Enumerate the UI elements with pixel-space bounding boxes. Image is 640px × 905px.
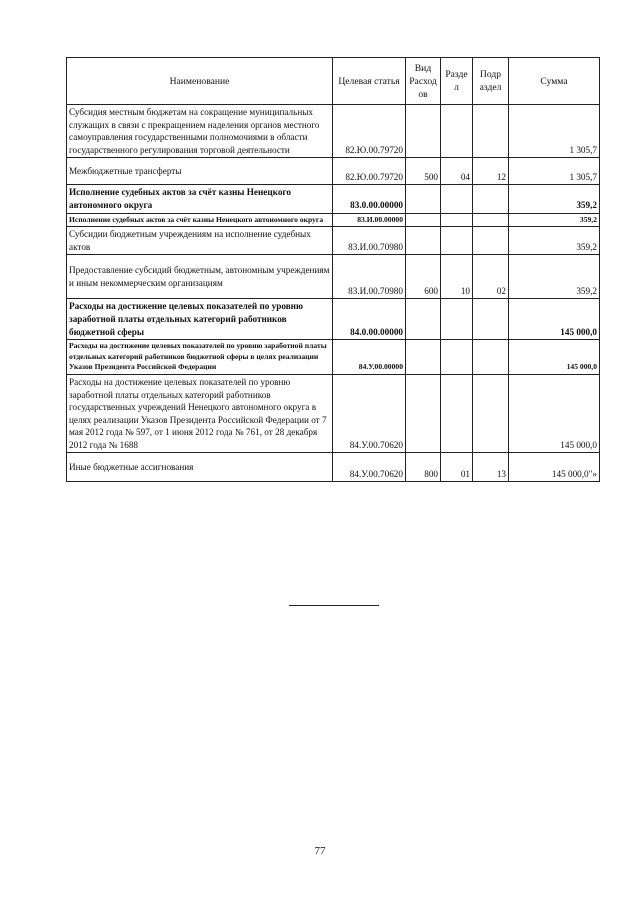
row-code: 82.Ю.00.79720 xyxy=(333,105,406,158)
table-row xyxy=(67,185,600,213)
row-section xyxy=(441,105,473,158)
table-row xyxy=(67,213,600,227)
row-name: Исполнение судебных актов за счёт казны Ненецкого автономного округа xyxy=(67,213,333,227)
row-amount: 145 000,0 xyxy=(509,374,600,453)
table-row xyxy=(67,158,600,185)
row-name: Субсидия местным бюджетам на сокращение муниципальных служащих в связи с прекращением наделения органов местного самоуправления государственными полномочиями в области государственного регулирования торговой деятельности xyxy=(67,105,333,158)
row-section: 10 xyxy=(441,255,473,299)
row-name: Иные бюджетные ассигнования xyxy=(67,453,333,482)
table-row xyxy=(67,227,600,255)
table-row xyxy=(67,255,600,299)
row-amount: 145 000,0 xyxy=(509,340,600,375)
row-code: 82.Ю.00.79720 xyxy=(333,158,406,185)
row-section xyxy=(441,213,473,227)
row-code: 83.И.00.00000 xyxy=(333,213,406,227)
row-amount: 1 305,7 xyxy=(509,158,600,185)
header-target: Целевая статья xyxy=(333,58,406,105)
row-code: 84.У.00.70620 xyxy=(333,374,406,453)
row-section: 04 xyxy=(441,158,473,185)
row-section xyxy=(441,374,473,453)
header-section: Разде л xyxy=(441,58,473,105)
header-subsection: Подр аздел xyxy=(473,58,509,105)
row-section xyxy=(441,299,473,340)
row-type xyxy=(406,340,441,375)
row-name: Межбюджетные трансферты xyxy=(67,158,333,185)
row-subsection: 13 xyxy=(473,453,509,482)
footnote-divider xyxy=(289,605,379,606)
row-section xyxy=(441,185,473,213)
budget-table xyxy=(66,57,600,482)
row-section xyxy=(441,340,473,375)
row-type: 500 xyxy=(406,158,441,185)
row-amount: 145 000,0"» xyxy=(509,453,600,482)
row-amount: 359,2 xyxy=(509,255,600,299)
table-row xyxy=(67,340,600,375)
row-subsection xyxy=(473,299,509,340)
row-amount: 145 000,0 xyxy=(509,299,600,340)
row-section xyxy=(441,227,473,255)
table-row xyxy=(67,453,600,482)
page-number: 77 xyxy=(314,845,326,857)
row-code: 83.И.00.70980 xyxy=(333,255,406,299)
row-code: 83.И.00.70980 xyxy=(333,227,406,255)
row-code: 84.0.00.00000 xyxy=(333,299,406,340)
row-name: Предоставление субсидий бюджетным, автономным учреждениям и иным некоммерческим организациям xyxy=(67,255,333,299)
row-subsection xyxy=(473,213,509,227)
row-subsection: 02 xyxy=(473,255,509,299)
row-section: 01 xyxy=(441,453,473,482)
row-subsection xyxy=(473,105,509,158)
row-name: Субсидии бюджетным учреждениям на исполнение судебных актов xyxy=(67,227,333,255)
row-type xyxy=(406,299,441,340)
table-header-row xyxy=(67,58,600,105)
row-type xyxy=(406,227,441,255)
row-name: Расходы на достижение целевых показателей по уровню заработной платы отдельных категорий работников государственных учреждений Ненецкого автономного округа в целях реализации Указов Президента Российской Федерации от 7 мая 2012 года № 597, от 1 июня 2012 года № 761, от 28 декабря 2012 года № 1688 xyxy=(67,374,333,453)
row-amount: 1 305,7 xyxy=(509,105,600,158)
row-type xyxy=(406,213,441,227)
row-code: 84.У.00.70620 xyxy=(333,453,406,482)
row-name: Расходы на достижение целевых показателей по уровню заработной платы отдельных категорий работников бюджетной сферы в целях реализации Указов Президента Российской Федерации xyxy=(67,340,333,375)
row-code: 83.0.00.00000 xyxy=(333,185,406,213)
row-name: Исполнение судебных актов за счёт казны Ненецкого автономного округа xyxy=(67,185,333,213)
row-amount: 359,2 xyxy=(509,213,600,227)
table-row xyxy=(67,374,600,453)
row-type: 600 xyxy=(406,255,441,299)
row-type: 800 xyxy=(406,453,441,482)
row-amount: 359,2 xyxy=(509,185,600,213)
table-row xyxy=(67,105,600,158)
header-amount: Сумма xyxy=(509,58,600,105)
row-subsection: 12 xyxy=(473,158,509,185)
row-type xyxy=(406,185,441,213)
row-subsection xyxy=(473,340,509,375)
row-amount: 359,2 xyxy=(509,227,600,255)
row-type xyxy=(406,105,441,158)
row-subsection xyxy=(473,185,509,213)
row-code: 84.У.00.00000 xyxy=(333,340,406,375)
header-name: Наименование xyxy=(67,58,333,105)
row-type xyxy=(406,374,441,453)
row-name: Расходы на достижение целевых показателей по уровню заработной платы отдельных категорий работников бюджетной сферы xyxy=(67,299,333,340)
row-subsection xyxy=(473,374,509,453)
table-row xyxy=(67,299,600,340)
row-subsection xyxy=(473,227,509,255)
header-type: Вид Расход ов xyxy=(406,58,441,105)
